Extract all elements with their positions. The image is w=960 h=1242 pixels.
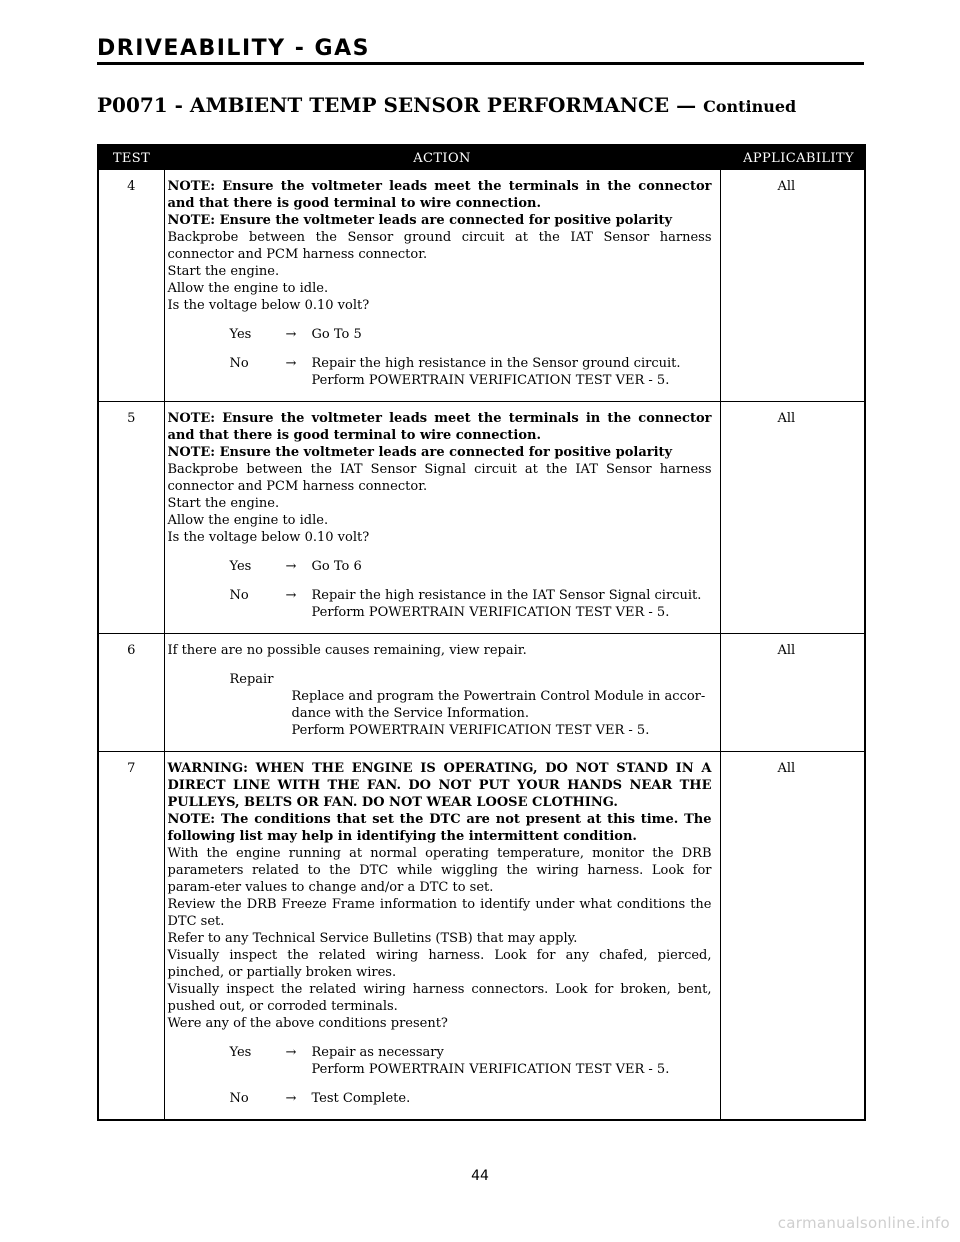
- column-header-action: ACTION: [164, 145, 720, 170]
- step: Visually inspect the related wiring harness connectors. Look for broken, bent, pushed out, or corroded terminals.: [167, 982, 712, 1014]
- no-result: Test Complete.: [311, 1091, 411, 1106]
- step: If there are no possible causes remaining, view repair.: [167, 643, 527, 658]
- test-action: [164, 752, 720, 1121]
- note: NOTE: Ensure the voltmeter leads are connected for positive polarity: [167, 213, 673, 228]
- arrow-right-icon: →: [285, 1045, 297, 1060]
- no-result-line-2: Perform POWERTRAIN VERIFICATION TEST VER - 5.: [311, 605, 670, 620]
- test-action: [164, 170, 720, 402]
- section-title-text: P0071 - AMBIENT TEMP SENSOR PERFORMANCE —: [97, 93, 697, 117]
- step: Backprobe between the Sensor ground circuit at the IAT Sensor harness connector and PCM harness connector.: [167, 230, 712, 262]
- repair-label: Repair: [229, 672, 274, 687]
- no-label: No: [229, 356, 249, 371]
- step: Is the voltage below 0.10 volt?: [167, 298, 370, 313]
- arrow-right-icon: →: [285, 356, 297, 371]
- page-number: 44: [471, 1168, 489, 1184]
- arrow-right-icon: →: [285, 327, 297, 342]
- note: NOTE: Ensure the voltmeter leads meet the terminals in the connector and that there is good terminal to wire connection.: [167, 411, 712, 443]
- no-label: No: [229, 588, 249, 603]
- no-outcome: [168, 355, 712, 389]
- test-applicability: All: [720, 634, 865, 752]
- header-rule: [97, 62, 864, 65]
- test-row-6: [98, 634, 865, 752]
- yes-label: Yes: [229, 559, 252, 574]
- arrow-right-icon: →: [285, 559, 297, 574]
- yes-outcome: [168, 558, 712, 575]
- yes-outcome: [168, 326, 712, 343]
- test-action: [164, 402, 720, 634]
- yes-label: Yes: [229, 327, 252, 342]
- test-action: [164, 634, 720, 752]
- no-result: Repair the high resistance in the IAT Sensor Signal circuit.: [311, 588, 702, 603]
- step: Start the engine.: [167, 264, 280, 279]
- test-row-5: [98, 402, 865, 634]
- test-row-7: [98, 752, 865, 1121]
- page-header-title: DRIVEABILITY - GAS: [97, 36, 370, 61]
- test-applicability: All: [720, 402, 865, 634]
- step: Allow the engine to idle.: [167, 281, 329, 296]
- step: Backprobe between the IAT Sensor Signal circuit at the IAT Sensor harness connector and PCM harness connector.: [167, 462, 712, 494]
- repair-line: Replace and program the Powertrain Control Module in accor-: [291, 689, 706, 704]
- yes-outcome: [168, 1044, 712, 1078]
- column-header-test: TEST: [98, 145, 164, 170]
- continued-label: Continued: [703, 97, 797, 116]
- repair-instructions: [292, 688, 712, 739]
- test-number: 5: [98, 402, 164, 634]
- step: Start the engine.: [167, 496, 280, 511]
- note: NOTE: Ensure the voltmeter leads are connected for positive polarity: [167, 445, 673, 460]
- yes-result: Go To 6: [311, 559, 362, 574]
- yes-result: Go To 5: [311, 327, 362, 342]
- step: Allow the engine to idle.: [167, 513, 329, 528]
- test-applicability: All: [720, 170, 865, 402]
- note: NOTE: The conditions that set the DTC are not present at this time. The following list may help in identifying the intermittent condition.: [167, 812, 712, 844]
- yes-label: Yes: [229, 1045, 252, 1060]
- watermark: carmanualsonline.info: [777, 1214, 950, 1232]
- arrow-right-icon: →: [285, 588, 297, 603]
- no-label: No: [229, 1091, 249, 1106]
- no-outcome: [168, 587, 712, 621]
- table-header-row: [98, 145, 865, 170]
- arrow-right-icon: →: [285, 1091, 297, 1106]
- section-title: [97, 93, 796, 117]
- step: Is the voltage below 0.10 volt?: [167, 530, 370, 545]
- no-result: Repair the high resistance in the Sensor ground circuit.: [311, 356, 681, 371]
- test-number: 7: [98, 752, 164, 1121]
- repair-line: dance with the Service Information.: [291, 706, 530, 721]
- repair-line: Perform POWERTRAIN VERIFICATION TEST VER - 5.: [291, 723, 650, 738]
- step: Review the DRB Freeze Frame information to identify under what conditions the DTC set.: [167, 897, 712, 929]
- diagnostic-test-table: [97, 144, 866, 1121]
- step: Visually inspect the related wiring harness. Look for any chafed, pierced, pinched, or partially broken wires.: [167, 948, 712, 980]
- column-header-applicability: APPLICABILITY: [720, 145, 865, 170]
- step: Were any of the above conditions present?: [167, 1016, 448, 1031]
- step: With the engine running at normal operating temperature, monitor the DRB parameters related to the DTC while wiggling the wiring harness. Look for param-eter values to change and/or a DTC to set.: [167, 846, 712, 895]
- step: Refer to any Technical Service Bulletins (TSB) that may apply.: [167, 931, 578, 946]
- test-number: 4: [98, 170, 164, 402]
- warning: WARNING: WHEN THE ENGINE IS OPERATING, DO NOT STAND IN A DIRECT LINE WITH THE FAN. DO NOT PUT YOUR HANDS NEAR THE PULLEYS, BELTS OR FAN. DO NOT WEAR LOOSE CLOTHING.: [167, 761, 712, 810]
- yes-result-line-2: Perform POWERTRAIN VERIFICATION TEST VER - 5.: [311, 1062, 670, 1077]
- note: NOTE: Ensure the voltmeter leads meet the terminals in the connector and that there is good terminal to wire connection.: [167, 179, 712, 211]
- no-outcome: [168, 1090, 712, 1107]
- test-row-4: [98, 170, 865, 402]
- no-result-line-2: Perform POWERTRAIN VERIFICATION TEST VER - 5.: [311, 373, 670, 388]
- test-applicability: All: [777, 761, 796, 776]
- yes-result: Repair as necessary: [311, 1045, 444, 1060]
- test-number: 6: [98, 634, 164, 752]
